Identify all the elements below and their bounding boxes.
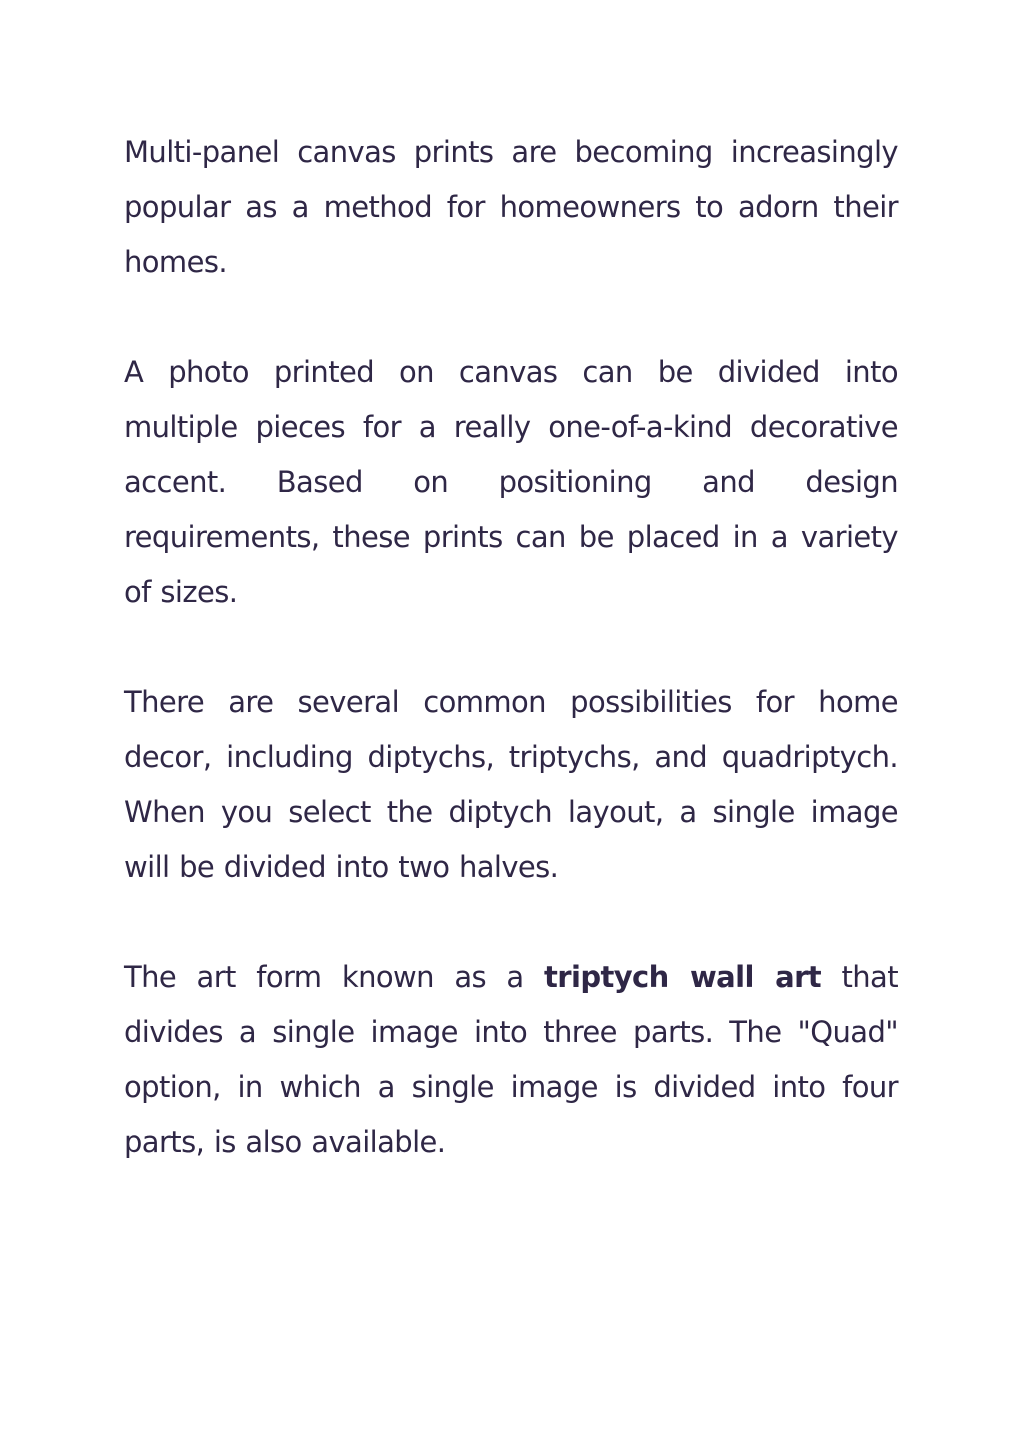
triptych-wall-art-link-text: triptych wall art: [544, 960, 822, 994]
paragraph-triptych-end: that divides a single image into three parts. The "Quad" option, in which a single image is divided into four parts, is also available.: [124, 960, 898, 1159]
paragraph-intro: Multi-panel canvas prints are becoming increasingly popular as a method for homeowners to adorn their homes.: [124, 135, 898, 279]
paragraph-triptych-start: The art form known as a: [124, 960, 545, 994]
document-body: [124, 125, 898, 1225]
paragraph-photo-division: A photo printed on canvas can be divided into multiple pieces for a really one-of-a-kind decorative accent. Based on positioning and design requirements, these prints can be placed in a variety of sizes.: [124, 355, 898, 609]
paragraph-triptych: [124, 950, 898, 1170]
paragraph-layout-options: There are several common possibilities for home decor, including diptychs, triptychs, and quadriptych. When you select the diptych layout, a single image will be divided into two halves.: [124, 685, 898, 884]
